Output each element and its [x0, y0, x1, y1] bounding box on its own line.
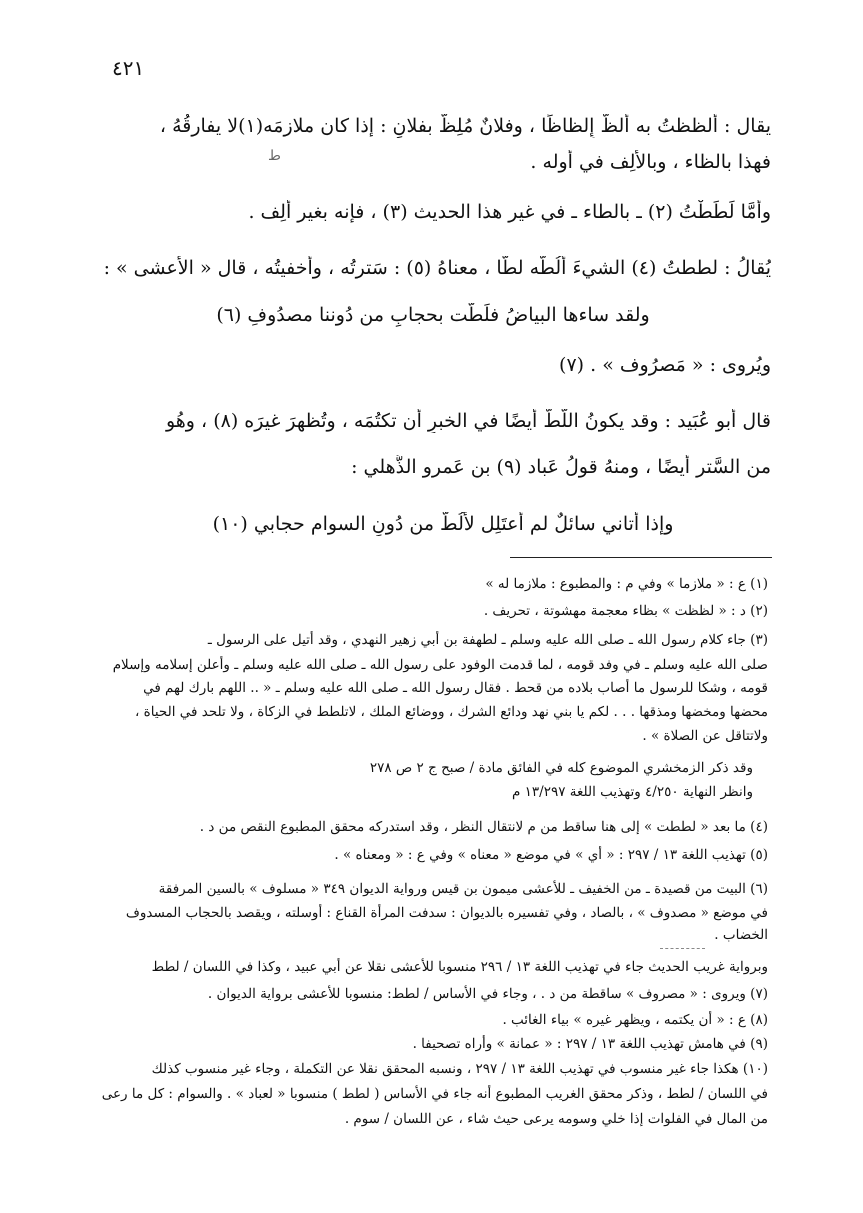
footnote-line: (٦) البيت من قصيدة ـ من الخفيف ـ للأعشى ميمون بن قيس ورواية الديوان ٣٤٩ « مسلوف » بالسين المرفقة — [158, 881, 768, 897]
footnote-line: (٣) جاء كلام رسول الله ـ صلى الله عليه وسلم ـ لطهفة بن أبي زهير النهدي ، وقد أتيل على الرسول ـ — [207, 632, 768, 648]
footnote-line: من المال في الفلوات إذا خلي وسومه يرعى حيث شاء ، عن اللسان / سوم . — [344, 1111, 768, 1127]
margin-mark: ﻁ — [268, 148, 281, 164]
footnote-line: (١) ع : « ملازما » وفي م : والمطبوع : ملازما له » — [485, 576, 768, 592]
page-number: ٤٢١ — [112, 56, 145, 80]
body-line: يقال : أَلظظتُ به أَلظُّ إِلظاظًا ، وفلانٌ مُلِظٌّ بفلانٍ : إذا كان ملازمَه(١)لا يفارقُهُ ، — [159, 115, 771, 137]
footnote-separator — [510, 557, 772, 558]
body-line: من السَّتر أيضًا ، ومنهُ قولُ عَباد (٩) بن عَمرو الذُّهلي : — [351, 456, 771, 478]
footnote-line: (١٠) هكذا جاء غير منسوب في تهذيب اللغة ١٣ / ٢٩٧ ، ونسبه المحقق نقلا عن التكملة ، وجاء غير منسوب كذلك — [151, 1061, 768, 1077]
footnote-line: (٧) ويروى : « مصروف » ساقطة من د . ، وجاء في الأساس / لطط: منسوبا للأعشى برواية الديوان . — [207, 986, 768, 1002]
footnote-line: في موضع « مصدوف » ، بالصاد ، وفي تفسيره بالديوان : سدفت المرأة القناع : أوسلته ، ويقصد بالحجاب المسدوف — [125, 905, 768, 921]
footnote-line: وبرواية غريب الحديث جاء في تهذيب اللغة ١٣ / ٢٩٦ منسوبا للأعشى نقلا عن أبي عبيد ، وكذا في اللسان / لطط — [151, 959, 768, 975]
body-line: فهذا بالظاء ، وبالألِف في أوله . — [530, 151, 771, 173]
footnote-line: قومه ، وشكا للرسول ما أصاب بلاده من قحط . فقال رسول الله ـ صلى الله عليه وسلم ـ « .. اللهم بارك لهم في — [143, 680, 768, 696]
body-line: يُقالُ : لططتُ (٤) الشيءَ أَلُطُّه لطًّا ، معناهُ (٥) : سَترتُه ، وأَخفيتُه ، قال « الأعشى » : — [103, 257, 771, 279]
footnote-line: وقد ذكر الزمخشري الموضوع كله في الفائق مادة / صبح ج ٢ ص ٢٧٨ — [369, 760, 753, 776]
body-line: وأمَّا لَطَطْتُ (٢) ـ بالطاء ـ في غير هذا الحديث (٣) ، فإنه بغير أَلِف . — [248, 201, 771, 223]
footnote-line: (٨) ع : « أن يكتمه ، ويظهر غيره » بياء الغائب . — [502, 1012, 768, 1028]
verse-line: وإذا أتاني سائلٌ لم أَعتَلِل لأَلُطَّ من دُونِ السوامِ حجابي (١٠) — [212, 513, 674, 535]
footnote-line: ولاتتاقل عن الصلاة » . — [642, 728, 768, 744]
footnote-line: (٤) ما بعد « لططت » إلى هنا ساقط من م لانتقال النظر ، وقد استدركه محقق المطبوع النقص من د . — [199, 819, 768, 835]
footnote-line: (٢) د : « لظظت » بظاء معجمة مهشوتة ، تحريف . — [483, 603, 768, 619]
footnote-line: (٩) في هامش تهذيب اللغة ١٣ / ٢٩٧ : « عمانة » وأراه تصحيفا . — [412, 1036, 768, 1052]
footnote-line: صلى الله عليه وسلم ـ في وفد قومه ، لما قدمت الوفود على رسول الله ـ صلى الله عليه وسلم ـ وأعلن إسلامه وإسلام — [112, 657, 768, 673]
verse-line: ولقد ساءها البياضُ فلَطَّت بحجابٍ من دُوننا مصدُوفِ (٦) — [216, 304, 650, 326]
footnote-line: محضها ومخضها ومذقها . . . لكم يا بني نهد ودائع الشرك ، ووضائع الملك ، لاتلطط في الزكاة ، ولا تلحد في الحياة ، — [134, 704, 768, 720]
footnote-divider — [660, 948, 705, 949]
body-line: قال أبو عُبَيد : وقد يكونُ اللَّطُّ أيضًا في الخبرِ أن تكتُمَه ، وتُظهرَ غيرَه (٨) ، وهُو — [165, 410, 771, 432]
footnote-line: الخضاب . — [714, 927, 768, 943]
footnote-line: في اللسان / لطط ، وذكر محقق الغريب المطبوع أنه جاء في الأساس ( لطط ) منسوبا « لعباد » . والسوام : كل ما رعى — [101, 1086, 768, 1102]
footnote-line: (٥) تهذيب اللغة ١٣ / ٢٩٧ : « أي » في موضع « معناه » وفي ع : « ومعناه » . — [334, 847, 768, 863]
footnote-line: وانظر النهاية ٤/٢٥٠ وتهذيب اللغة ١٣/٢٩٧ م — [512, 784, 753, 800]
variant-line: ويُروى : « مَصرُوف » . (٧) — [559, 354, 771, 376]
